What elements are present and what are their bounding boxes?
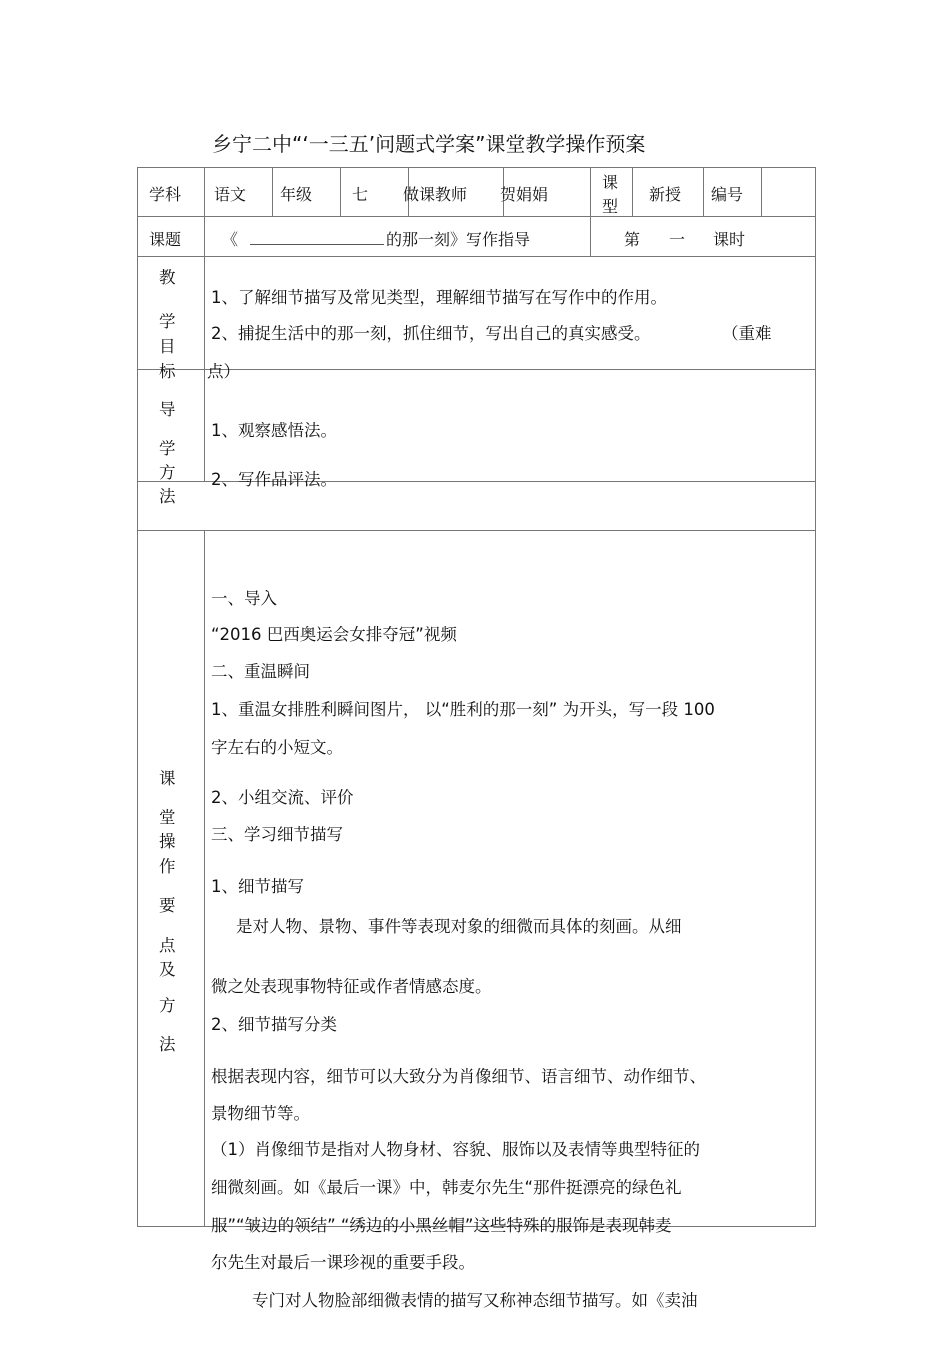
procedure-line: 2、细节描写分类 bbox=[211, 1015, 337, 1034]
procedure-line: 二、重温瞬间 bbox=[211, 662, 310, 681]
lesson-type-value: 新授 bbox=[649, 185, 682, 204]
topic-suffix: 的那一刻》写作指导 bbox=[386, 230, 531, 249]
objective-note: （重难 bbox=[722, 324, 772, 343]
procedure-label-char: 法 bbox=[159, 1035, 176, 1054]
header-divider bbox=[632, 167, 633, 216]
table-border-left bbox=[137, 167, 138, 1227]
procedure-line: 字左右的小短文。 bbox=[211, 738, 343, 757]
methods-label-char: 法 bbox=[159, 487, 176, 506]
procedure-line: 景物细节等。 bbox=[211, 1104, 310, 1123]
teacher-label: 做课教师 bbox=[403, 185, 468, 204]
objectives-label-char: 学 bbox=[159, 312, 176, 331]
topic-title bbox=[222, 227, 530, 250]
procedure-line: 一、导入 bbox=[211, 589, 277, 608]
objective-item: 2、捕捉生活中的那一刻，抓住细节，写出自己的真实感受。 bbox=[211, 324, 651, 343]
procedure-line: “2016 巴西奥运会女排夺冠”视频 bbox=[211, 625, 457, 644]
procedure-label-char: 操 bbox=[159, 832, 176, 851]
methods-label-char: 学 bbox=[159, 439, 176, 458]
procedure-line: 1、重温女排胜利瞬间图片， 以“胜利的那一刻” 为开头，写一段 100 bbox=[211, 700, 715, 719]
period-unit: 课时 bbox=[713, 230, 746, 249]
procedure-line: （1）肖像细节是指对人物身材、容貌、服饰以及表情等典型特征的 bbox=[211, 1140, 700, 1159]
header-divider bbox=[340, 167, 341, 216]
header-divider bbox=[703, 167, 704, 216]
topic-blank-line bbox=[250, 228, 384, 245]
header-divider bbox=[761, 167, 762, 216]
method-item: 1、观察感悟法。 bbox=[211, 421, 337, 440]
document-title: 乡宁二中“‘一三五’问题式学案”课堂教学操作预案 bbox=[212, 132, 646, 156]
number-label: 编号 bbox=[711, 185, 744, 204]
header-divider bbox=[590, 167, 591, 256]
objectives-label-char: 目 bbox=[159, 337, 176, 356]
table-border-right bbox=[815, 167, 816, 1227]
subject-label: 学科 bbox=[149, 185, 182, 204]
header-divider bbox=[272, 167, 273, 216]
table-divider bbox=[137, 216, 816, 217]
teacher-value: 贺娟娟 bbox=[500, 185, 549, 204]
subject-value: 语文 bbox=[214, 185, 247, 204]
objectives-label-char: 标 bbox=[159, 362, 176, 381]
procedure-line: 微之处表现事物特征或作者情感态度。 bbox=[211, 977, 492, 996]
table-divider bbox=[137, 256, 816, 257]
procedure-label-char: 堂 bbox=[159, 808, 176, 827]
procedure-label-char: 方 bbox=[159, 996, 176, 1015]
period-number: 一 bbox=[669, 230, 686, 249]
method-item: 2、写作品评法。 bbox=[211, 470, 337, 489]
grade-label: 年级 bbox=[280, 185, 313, 204]
label-column-divider bbox=[204, 167, 205, 481]
period-ordinal: 第 bbox=[624, 230, 641, 249]
procedure-label-char: 课 bbox=[159, 769, 176, 788]
topic-open-quote: 《 bbox=[222, 230, 239, 249]
methods-label-char: 方 bbox=[159, 463, 176, 482]
objective-note: 点） bbox=[207, 362, 240, 381]
lesson-type-label: 型 bbox=[602, 197, 619, 216]
table-divider bbox=[137, 530, 816, 531]
topic-label: 课题 bbox=[149, 230, 182, 249]
procedure-line: 三、学习细节描写 bbox=[211, 825, 343, 844]
methods-label-char: 导 bbox=[159, 400, 176, 419]
procedure-label-char: 作 bbox=[159, 857, 176, 876]
procedure-label-char: 及 bbox=[159, 960, 176, 979]
objective-item: 1、了解细节描写及常见类型，理解细节描写在写作中的作用。 bbox=[211, 288, 667, 307]
label-column-divider bbox=[204, 530, 205, 1226]
procedure-line: 根据表现内容，细节可以大致分为肖像细节、语言细节、动作细节、 bbox=[211, 1067, 706, 1086]
procedure-line: 2、小组交流、评价 bbox=[211, 788, 354, 807]
table-border-top bbox=[137, 167, 816, 168]
grade-value: 七 bbox=[352, 185, 369, 204]
procedure-line: 1、细节描写 bbox=[211, 877, 304, 896]
procedure-label-char: 点 bbox=[159, 936, 176, 955]
procedure-line: 细微刻画。如《最后一课》中，韩麦尔先生“那件挺漂亮的绿色礼 bbox=[211, 1178, 682, 1197]
procedure-line: 尔先生对最后一课珍视的重要手段。 bbox=[211, 1253, 475, 1272]
procedure-line: 是对人物、景物、事件等表现对象的细微而具体的刻画。从细 bbox=[236, 917, 682, 936]
lesson-type-label: 课 bbox=[602, 173, 619, 192]
objectives-label-char: 教 bbox=[159, 268, 176, 287]
procedure-line: 专门对人物脸部细微表情的描写又称神态细节描写。如《卖油 bbox=[252, 1291, 698, 1310]
procedure-label-char: 要 bbox=[159, 896, 176, 915]
procedure-line: 服”“皱边的领结” “绣边的小黑丝帽”这些特殊的服饰是表现韩麦 bbox=[211, 1216, 672, 1235]
